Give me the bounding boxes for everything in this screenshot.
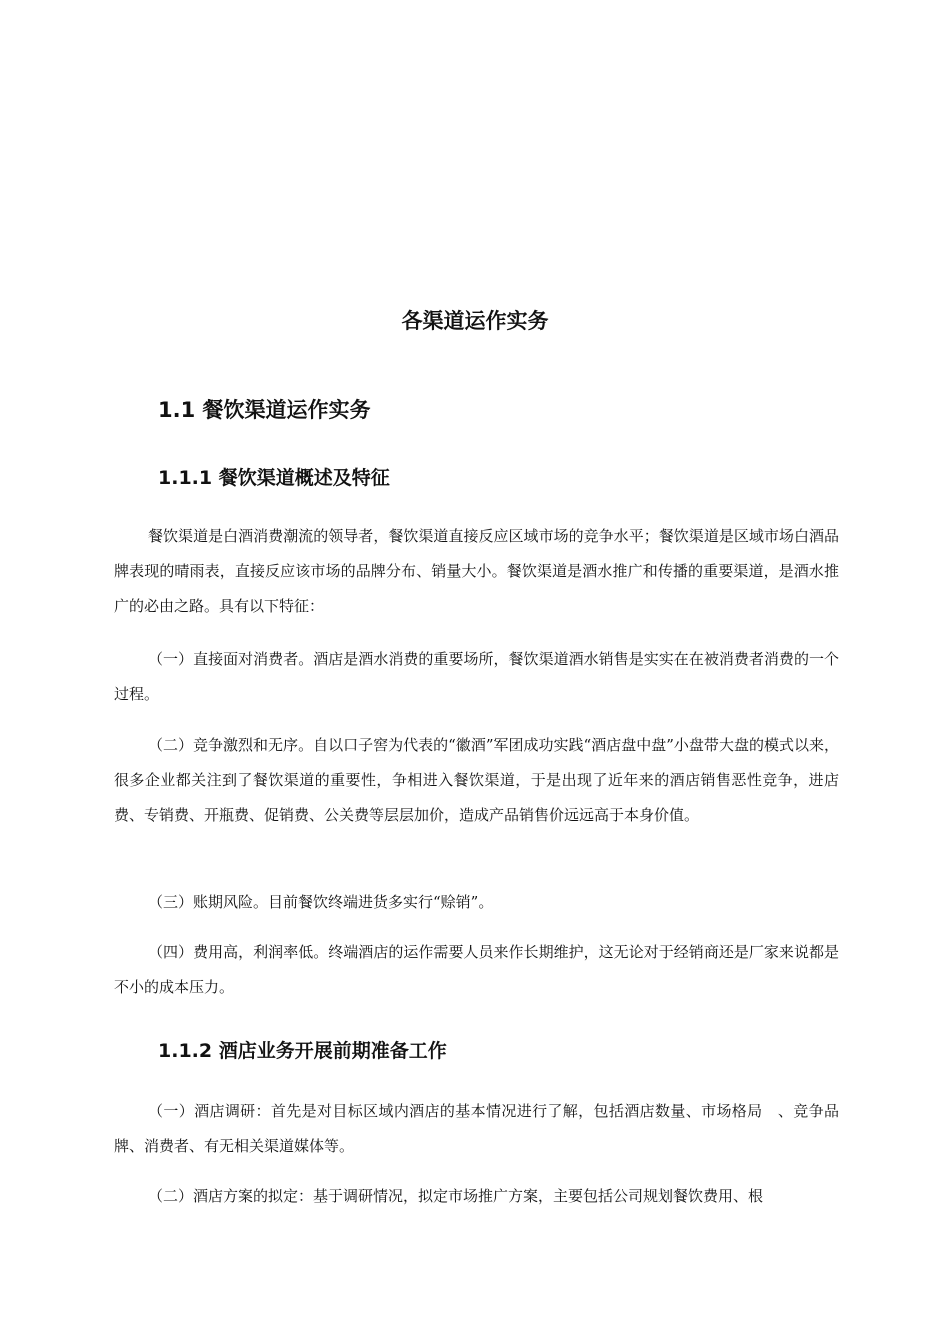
paragraph-feature-2: （二）竞争激烈和无序。自以口子窖为代表的“徽酒”军团成功实践“酒店盘中盘”小盘带大盘的模式以来，很多企业都关注到了餐饮渠道的重要性，争相进入餐饮渠道，于是出现了近年来的酒店销售恶性竞争，进店费、专销费、开瓶费、促销费、公关费等层层加价，造成产品销售价远远高于本身价值。 (114, 736, 839, 824)
paragraph-hotel-plan: （二）酒店方案的拟定：基于调研情况，拟定市场推广方案，主要包括公司规划餐饮费用、根 (148, 1187, 764, 1205)
paragraph-channel-overview: 餐饮渠道是白酒消费潮流的领导者，餐饮渠道直接反应区域市场的竞争水平；餐饮渠道是区域市场白酒品牌表现的晴雨表，直接反应该市场的品牌分布、销量大小。餐饮渠道是酒水推广和传播的重要渠道，是酒水推广的必由之路。具有以下特征： (114, 527, 839, 615)
section-heading-1-1-1: 1.1.1 餐饮渠道概述及特征 (158, 467, 390, 489)
paragraph-feature-4: （四）费用高，利润率低。终端酒店的运作需要人员来作长期维护，这无论对于经销商还是厂家来说都是不小的成本压力。 (114, 943, 839, 996)
paragraph-hotel-research: （一）酒店调研：首先是对目标区域内酒店的基本情况进行了解，包括酒店数量、市场格局 、竞争品牌、消费者、有无相关渠道媒体等。 (114, 1102, 839, 1155)
document-title: 各渠道运作实务 (401, 309, 549, 333)
section-heading-1-1-2: 1.1.2 酒店业务开展前期准备工作 (158, 1040, 447, 1062)
paragraph-feature-1: （一）直接面对消费者。酒店是酒水消费的重要场所，餐饮渠道酒水销售是实实在在被消费者消费的一个过程。 (114, 650, 839, 703)
section-heading-1-1: 1.1 餐饮渠道运作实务 (158, 398, 371, 422)
paragraph-feature-3: （三）账期风险。目前餐饮终端进货多实行“赊销”。 (148, 893, 494, 911)
